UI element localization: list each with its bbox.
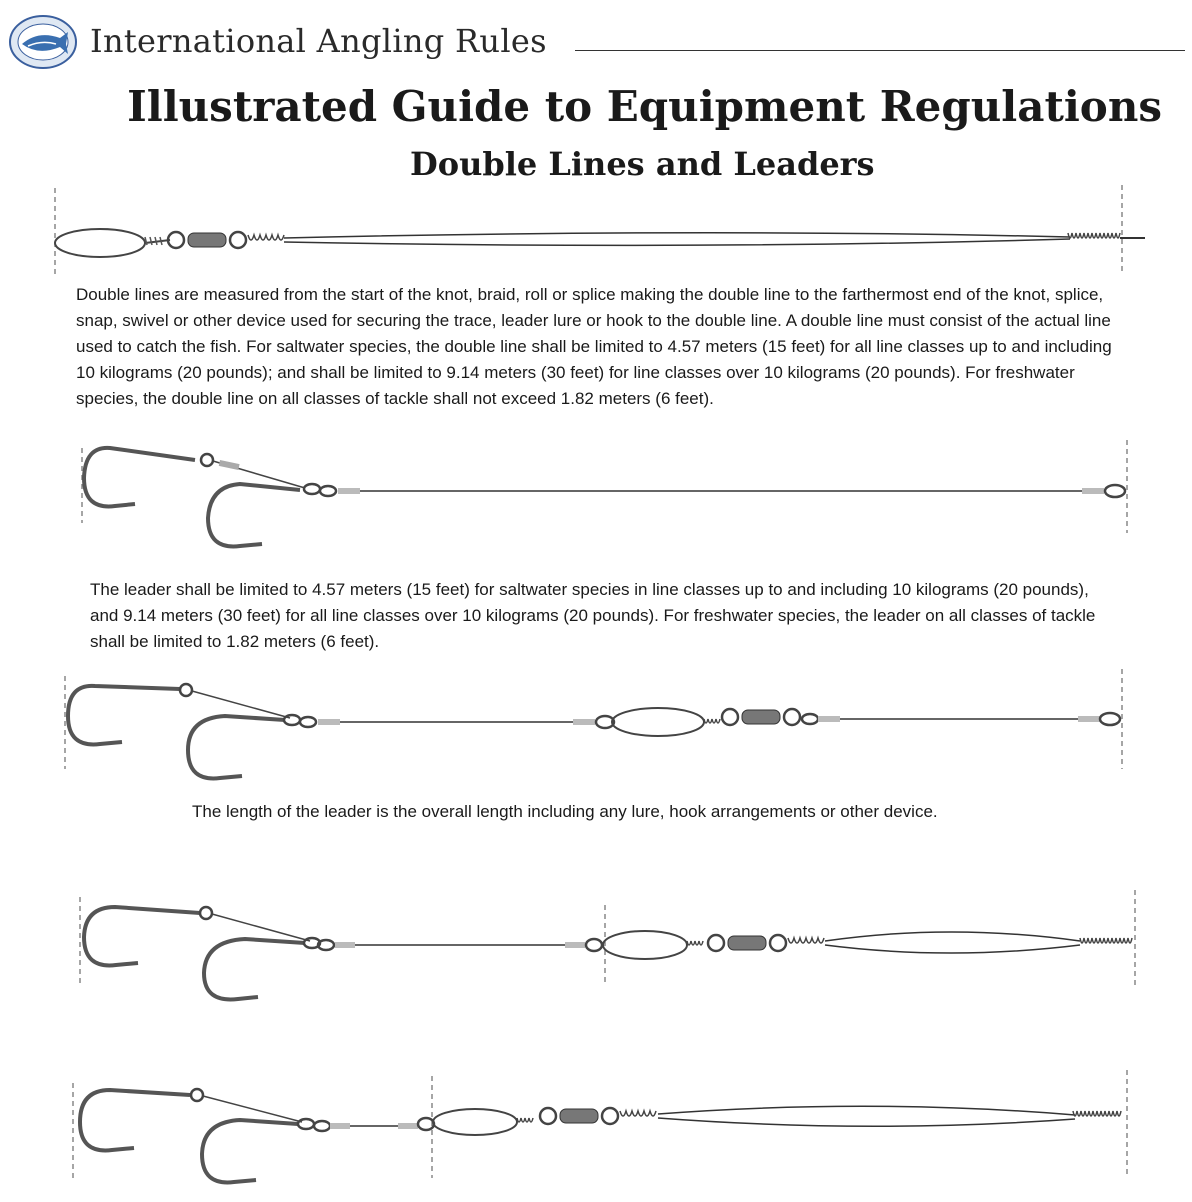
swivel-ring — [230, 232, 246, 248]
loop — [612, 708, 704, 736]
knot-wrap — [620, 1111, 656, 1116]
hook-icon — [80, 1090, 190, 1150]
swivel-ring — [602, 1108, 618, 1124]
loop — [1105, 485, 1125, 497]
loop — [1100, 713, 1120, 725]
hook-icon — [202, 1120, 298, 1182]
swivel-ring — [168, 232, 184, 248]
swivel-ring — [708, 935, 724, 951]
hook-icon — [208, 484, 300, 546]
loop — [433, 1109, 517, 1135]
leader-diagram — [0, 438, 1192, 558]
swivel-barrel — [560, 1109, 598, 1123]
double-line-strand — [284, 233, 1070, 238]
combined-leader-diagram-1 — [0, 885, 1192, 1010]
hook-icon — [204, 939, 305, 999]
loop — [603, 931, 687, 959]
double-line-diagram — [0, 180, 1192, 280]
swivel-ring — [540, 1108, 556, 1124]
leader-length-text: The length of the leader is the overall length including any lure, hook arrangements or other device. — [192, 802, 938, 821]
swivel-ring — [722, 709, 738, 725]
knot-wrap — [1068, 233, 1120, 238]
leader-swivel-diagram — [0, 664, 1192, 789]
knot-wrap — [1073, 1111, 1121, 1116]
knot-wrap — [788, 938, 824, 943]
swivel-barrel — [188, 233, 226, 247]
hook-icon — [68, 686, 180, 745]
double-line-strand — [825, 932, 1080, 941]
double-line-strand — [658, 1118, 1075, 1126]
swivel-barrel — [728, 936, 766, 950]
swivel-ring — [784, 709, 800, 725]
org-title: International Angling Rules — [90, 22, 547, 60]
page-header — [0, 0, 1192, 80]
knot-wrap — [1080, 938, 1132, 943]
double-line-strand — [658, 1106, 1075, 1115]
page-title: Illustrated Guide to Equipment Regulations — [127, 82, 1162, 131]
hook-icon — [84, 907, 200, 965]
double-line-text: Double lines are measured from the start of the knot, braid, roll or splice making the double line to the farthermost end of the knot, splice, snap, swivel or other device used for securing the trace, leader lure or hook to the double line. A double line must consist of the actual line used to catch the fish. For saltwater species, the double line shall be limited to 4.57 meters (15 feet) for all line classes up to and including 10 kilograms (20 pounds); and shall be limited to 9.14 meters (30 feet) for line classes over 10 kilograms (20 pounds). For freshwater species, the double line on all classes of tackle shall not exceed 1.82 meters (6 feet). — [76, 285, 1112, 408]
knot-wrap — [248, 235, 284, 240]
swivel-barrel — [742, 710, 780, 724]
double-line-strand — [825, 945, 1080, 953]
double-line-strand — [284, 239, 1070, 245]
hook-icon — [188, 716, 285, 778]
page-subtitle: Double Lines and Leaders — [410, 145, 875, 183]
leader-text: The leader shall be limited to 4.57 meters (15 feet) for saltwater species in line classes up to and including 10 kilograms (20 pounds), and 9.14 meters (30 feet) for all line classes over 10 kilograms (20 pounds). For freshwater species, the leader on all classes of tackle shall be limited to 1.82 meters (6 feet). — [90, 580, 1096, 651]
swivel-ring — [770, 935, 786, 951]
hook-icon — [84, 448, 195, 507]
header-rule — [575, 50, 1185, 51]
igfa-logo-icon — [8, 14, 78, 70]
combined-leader-diagram-2 — [0, 1068, 1192, 1198]
loop — [55, 229, 145, 257]
